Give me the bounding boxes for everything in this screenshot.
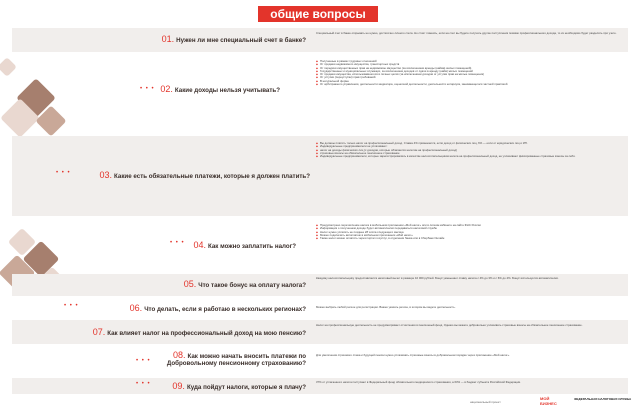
answer-3: ◆ Вы должны платить только налог на профессиональный доход. Ставка 4% применяется, если доход от физических лиц, 6% — если от юридических лиц и ИП. ◆ Индивидуальные предприниматели не уплачивают: ◆ налог на доходы физических лиц (с доходов, которые облагаются налогом на профессиональный доход) ◆ страховые взносы на обязательное пенсионное страхование ◆ Индивидуальные предприниматели, которые зарегистрировались в качестве налогоплательщиков налога на профессиональный доход, не уплачивают фиксированные страховые взносы за себя.	[316, 142, 621, 158]
faq-row-9	[0, 378, 640, 394]
dots-icon: • • •	[140, 86, 155, 92]
question-8: 08. Как можно начать вносить платежи по Добровольному пенсионному страхованию?	[166, 350, 306, 367]
dots-icon: • • •	[170, 240, 185, 246]
question-4: 04. Как можно заплатить налог?	[193, 240, 296, 250]
faq-row-2	[0, 56, 640, 132]
answer-6: Можно выбрать любой регион для регистрации. Важно указать регион, в котором вы ведете деятельность.	[316, 305, 456, 309]
dots-icon: • • •	[64, 303, 79, 309]
faq-row-1	[0, 28, 640, 52]
national-project-logo: национальный проект	[470, 400, 501, 404]
question-9: 09. Куда пойдут налоги, которые я плачу?	[172, 381, 306, 391]
answer-1: Специальный счет в банке открывать не нужно, достаточно личного счета. Но стоит помнить, если на счет вы будете получать другие поступления помимо профессионального дохода, то их необходимо будет разделять при учете.	[316, 31, 617, 35]
answer-7: Налог на профессиональную деятельность не предусматривает отчисления в пенсионный фонд. Однако вы можете добровольно уплачивать страховые взносы на обязательное пенсионное страхование.	[316, 323, 583, 327]
footer-logos	[470, 394, 634, 410]
question-7: 07. Как влияет налог на профессиональный доход на мою пенсию?	[92, 327, 306, 337]
faq-row-3	[0, 136, 640, 216]
question-3: 03. Какие есть обязательные платежи, которые я должен платить?	[99, 170, 310, 180]
answer-2: ◆ Полученные в рамках трудовых отношений ◆ От продажи недвижимого имущества, транспортных средств ◆ От передачи имущественных прав на недвижимое имущество (за исключением аренды (найма) жилых помещений) ◆ Государственных и муниципальных служащих, за исключением доходов от сдачи в аренду (найм) жилых помещений ◆ От продажи имущества, использовавшегося в личных целях (за исключением доходов от уступки прав на жилые помещения) ◆ От уступки (переуступки) прав требований ◆ В натуральной форме ◆ От арбитражного управления, деятельности медиатора, оценочной деятельности, деятельности нотариуса, занимающегося частной практикой	[316, 60, 621, 86]
fns-logo: ФЕДЕРАЛЬНАЯ НАЛОГОВАЯ СЛУЖБА	[574, 397, 632, 401]
faq-row-5	[0, 274, 640, 296]
question-2: 02. Какие доходы нельзя учитывать?	[160, 84, 280, 94]
faq-row-4	[0, 220, 640, 270]
faq-row-8	[0, 348, 640, 374]
question-1: 01. Нужен ли мне специальный счет в банке?	[161, 34, 306, 44]
answer-4: ◆ Предусмотрено перечисление налога в мобильном приложении «Мой налог» или в личном кабинете на сайте ФНС России ◆ Информация о полученном доходе будет автоматически передаваться налоговой службе ◆ Налог нужно уплатить не позднее 28 числа следующего месяца ◆ Можно подключить автоплатеж в мобильном приложении «Мой налог» ◆ Также налог можно оплатить через портал госуслуг, в отделении банка или в Сбербанк Онлайн	[316, 224, 621, 240]
answer-5: Каждому налогоплательщику предоставляется налоговый вычет в размере 10 000 рублей. Бонус уменьшает ставку налога с 4% до 3% и с 6% до 4%. Бонус используется автоматически.	[316, 276, 559, 280]
dots-icon: • • •	[56, 170, 71, 176]
answer-8: Для увеличения страхового стажа и будущей пенсии нужно уплачивать страховые взносы в добровольном порядке через приложение «Мой налог».	[316, 353, 510, 357]
answer-9: 37% от уплаченного налога поступают в Федеральный фонд обязательного медицинского страхования, а 63% — в бюджет субъекта Российской Федерации.	[316, 380, 522, 384]
faq-row-7	[0, 320, 640, 344]
page-title: общие вопросы	[258, 6, 378, 22]
faq-row-6	[0, 298, 640, 318]
my-business-logo: МОЙ БИЗНЕС	[540, 396, 557, 406]
dots-icon: • • •	[136, 358, 151, 364]
question-6: 06. Что делать, если я работаю в нескольких регионах?	[129, 303, 306, 313]
question-5: 05. Что такое бонус на оплату налога?	[183, 279, 306, 289]
dots-icon: • • •	[136, 381, 151, 387]
